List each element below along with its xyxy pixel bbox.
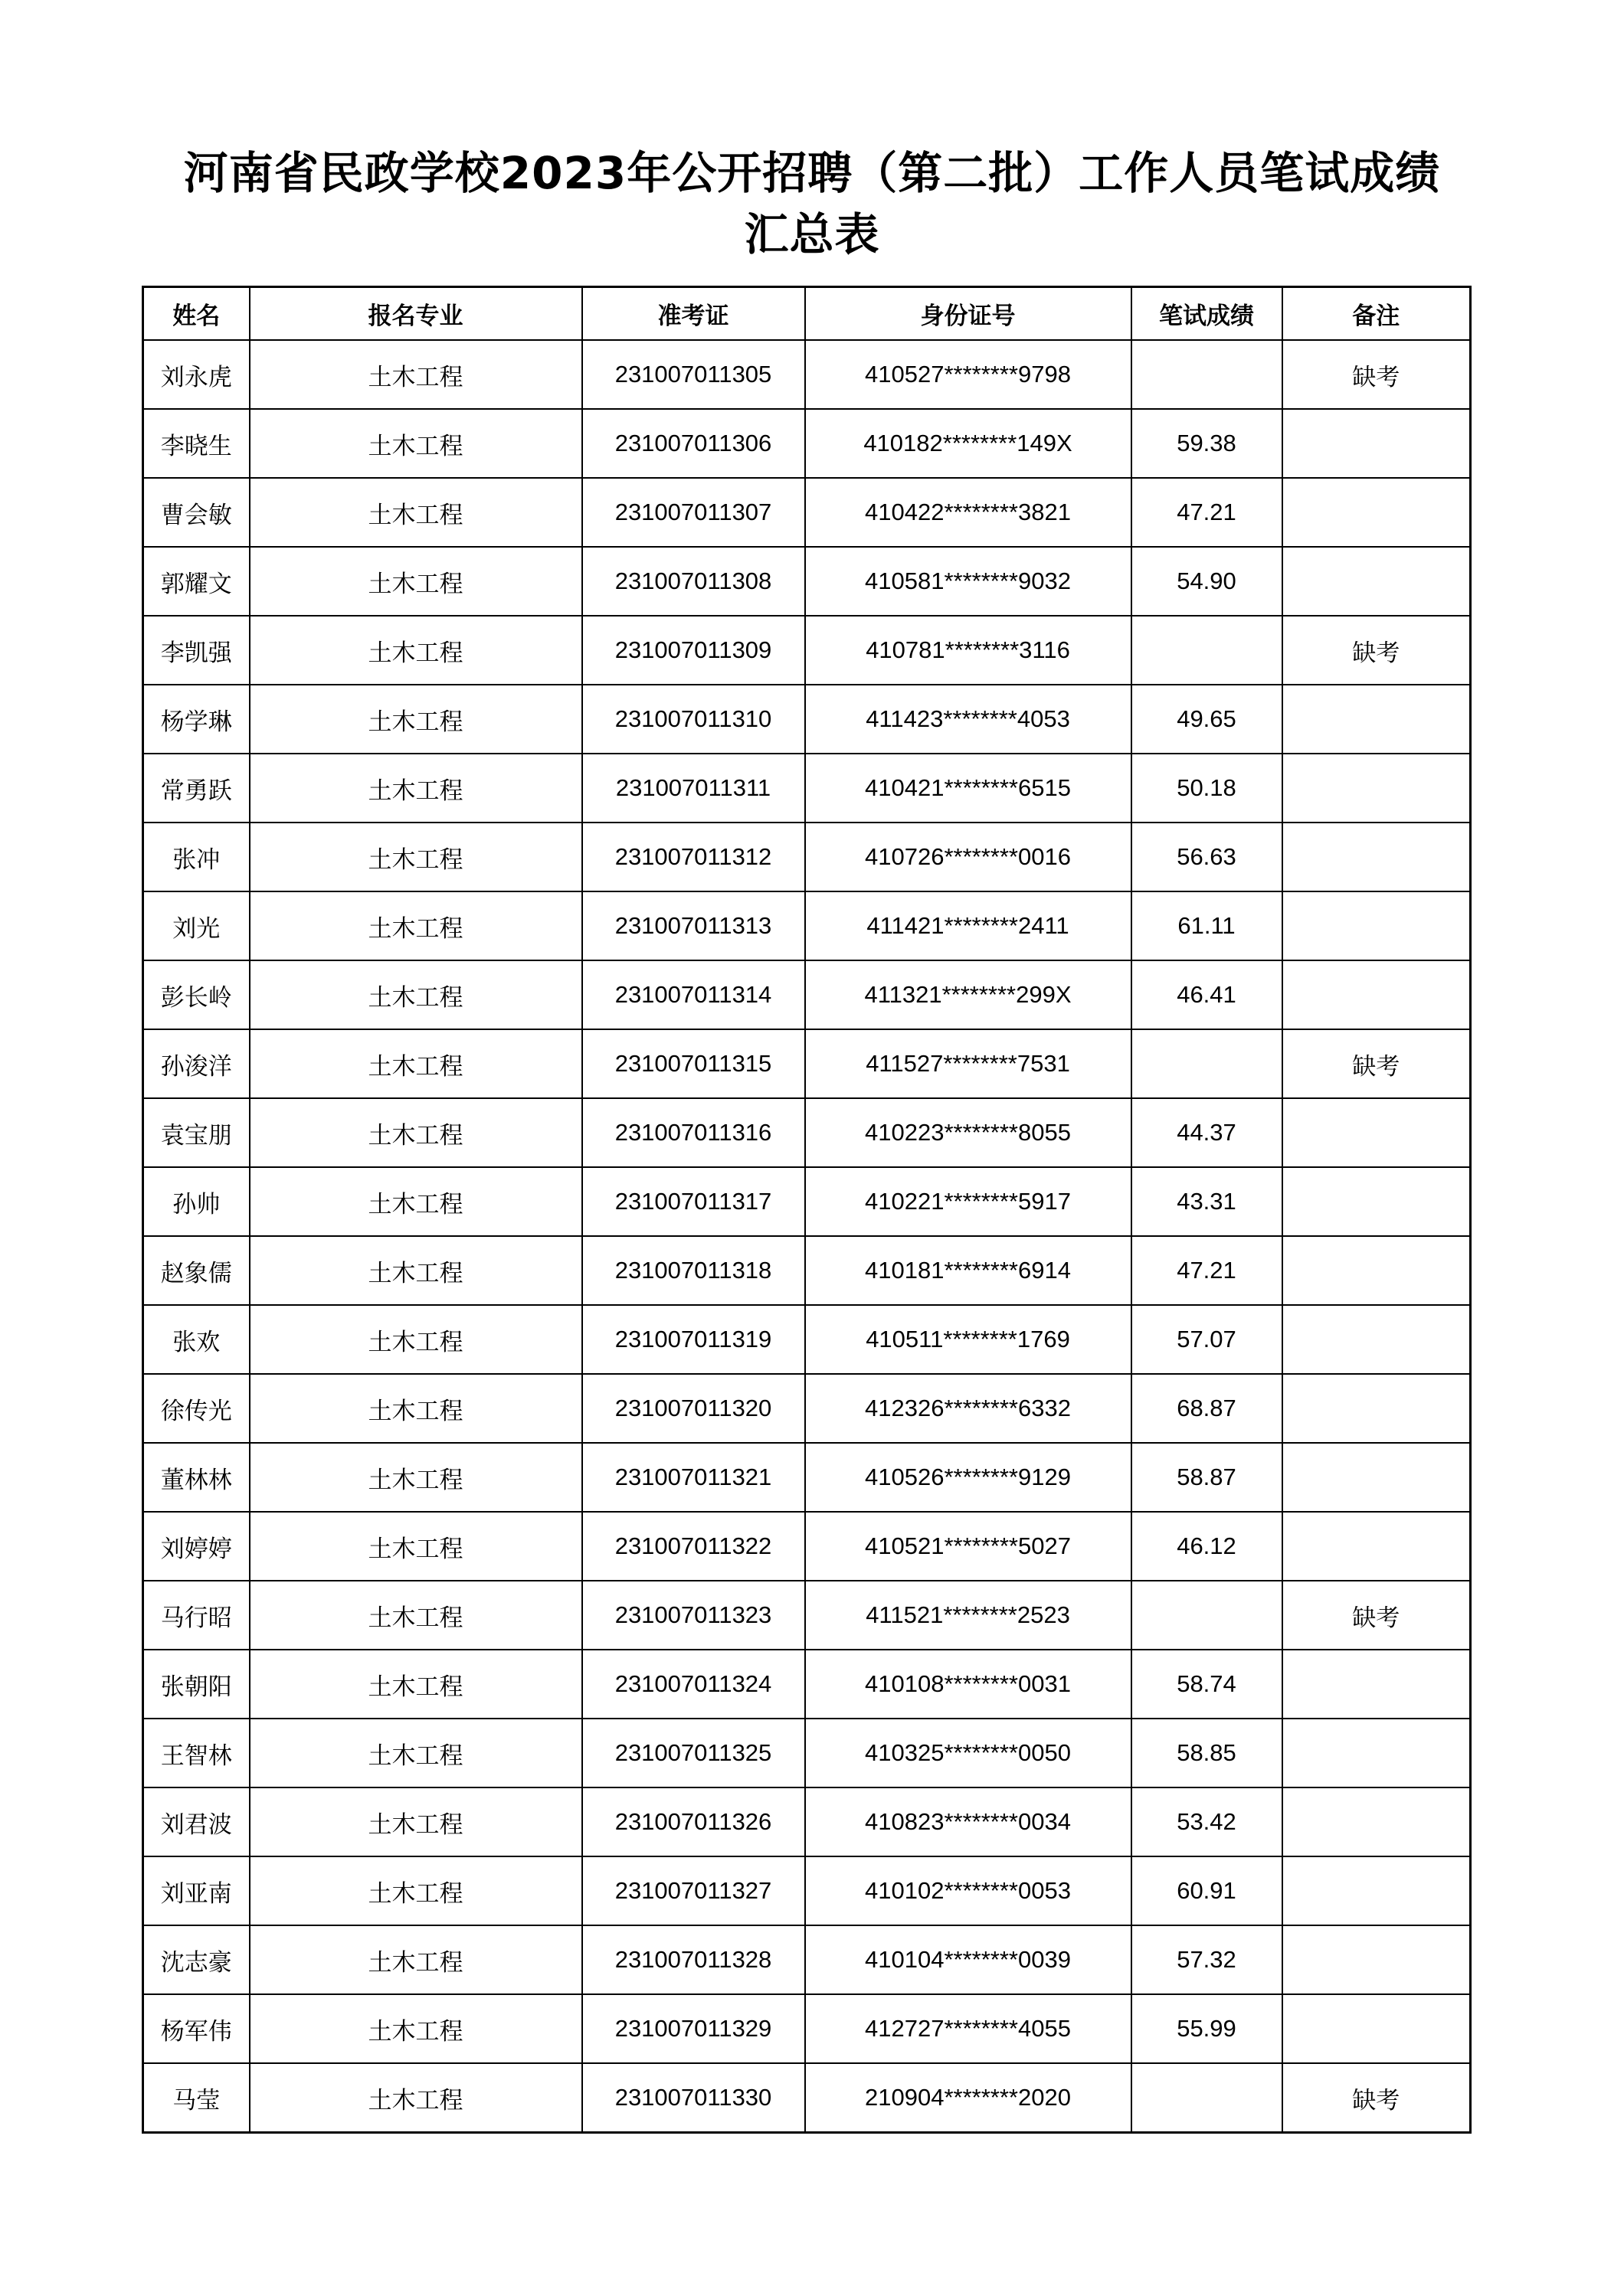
cell-score: 50.18 — [1131, 754, 1282, 823]
cell-note — [1282, 1512, 1471, 1581]
title-line-2: 汇总表 — [744, 208, 880, 260]
cell-name: 沈志豪 — [143, 1925, 250, 1994]
table-row — [143, 685, 1471, 754]
cell-name: 刘婷婷 — [143, 1512, 250, 1581]
cell-ticket: 231007011327 — [582, 1856, 805, 1925]
cell-id-number: 410527********9798 — [805, 340, 1131, 409]
cell-note — [1282, 1374, 1471, 1443]
cell-id-number: 410181********6914 — [805, 1236, 1131, 1305]
header-note: 备注 — [1282, 287, 1471, 341]
cell-name: 徐传光 — [143, 1374, 250, 1443]
header-score: 笔试成绩 — [1131, 287, 1282, 341]
table-row — [143, 1029, 1471, 1098]
header-row — [143, 287, 1471, 341]
table-row — [143, 1374, 1471, 1443]
cell-id-number: 412727********4055 — [805, 1994, 1131, 2063]
cell-id-number: 410511********1769 — [805, 1305, 1131, 1374]
cell-id-number: 410521********5027 — [805, 1512, 1131, 1581]
cell-major: 土木工程 — [250, 1443, 582, 1512]
cell-ticket: 231007011317 — [582, 1167, 805, 1236]
cell-note — [1282, 409, 1471, 478]
cell-score: 60.91 — [1131, 1856, 1282, 1925]
cell-score: 47.21 — [1131, 478, 1282, 547]
table-row — [143, 409, 1471, 478]
table-row — [143, 1167, 1471, 1236]
cell-score — [1131, 616, 1282, 685]
cell-score: 61.11 — [1131, 891, 1282, 960]
cell-score: 56.63 — [1131, 823, 1282, 891]
cell-major: 土木工程 — [250, 478, 582, 547]
cell-score: 57.07 — [1131, 1305, 1282, 1374]
cell-id-number: 412326********6332 — [805, 1374, 1131, 1443]
title-line-1: 河南省民政学校2023年公开招聘（第二批）工作人员笔试成绩 — [183, 147, 1441, 199]
cell-note — [1282, 1719, 1471, 1787]
cell-id-number: 411321********299X — [805, 960, 1131, 1029]
cell-ticket: 231007011307 — [582, 478, 805, 547]
cell-ticket: 231007011314 — [582, 960, 805, 1029]
cell-id-number: 411423********4053 — [805, 685, 1131, 754]
cell-score — [1131, 2063, 1282, 2133]
cell-ticket: 231007011326 — [582, 1787, 805, 1856]
scores-table — [142, 286, 1472, 2134]
cell-name: 郭耀文 — [143, 547, 250, 616]
table-row — [143, 547, 1471, 616]
header-major: 报名专业 — [250, 287, 582, 341]
cell-note — [1282, 547, 1471, 616]
table-row — [143, 478, 1471, 547]
cell-ticket: 231007011315 — [582, 1029, 805, 1098]
table-row — [143, 1650, 1471, 1719]
cell-score: 53.42 — [1131, 1787, 1282, 1856]
cell-major: 土木工程 — [250, 960, 582, 1029]
cell-name: 常勇跃 — [143, 754, 250, 823]
cell-score — [1131, 1029, 1282, 1098]
cell-major: 土木工程 — [250, 1029, 582, 1098]
cell-note: 缺考 — [1282, 340, 1471, 409]
cell-ticket: 231007011324 — [582, 1650, 805, 1719]
cell-score: 49.65 — [1131, 685, 1282, 754]
cell-name: 刘亚南 — [143, 1856, 250, 1925]
cell-name: 刘光 — [143, 891, 250, 960]
cell-name: 杨学琳 — [143, 685, 250, 754]
cell-major: 土木工程 — [250, 1994, 582, 2063]
cell-name: 马行昭 — [143, 1581, 250, 1650]
cell-major: 土木工程 — [250, 1581, 582, 1650]
table-row — [143, 1098, 1471, 1167]
cell-name: 彭长岭 — [143, 960, 250, 1029]
cell-id-number: 410823********0034 — [805, 1787, 1131, 1856]
cell-name: 马莹 — [143, 2063, 250, 2133]
cell-major: 土木工程 — [250, 1719, 582, 1787]
cell-ticket: 231007011321 — [582, 1443, 805, 1512]
cell-major: 土木工程 — [250, 1167, 582, 1236]
cell-id-number: 411521********2523 — [805, 1581, 1131, 1650]
cell-score: 58.85 — [1131, 1719, 1282, 1787]
cell-ticket: 231007011323 — [582, 1581, 805, 1650]
cell-note: 缺考 — [1282, 1581, 1471, 1650]
table-row — [143, 616, 1471, 685]
header-name: 姓名 — [143, 287, 250, 341]
cell-note — [1282, 1098, 1471, 1167]
cell-name: 赵象儒 — [143, 1236, 250, 1305]
table-row — [143, 1925, 1471, 1994]
cell-ticket: 231007011316 — [582, 1098, 805, 1167]
cell-ticket: 231007011325 — [582, 1719, 805, 1787]
table-row — [143, 1787, 1471, 1856]
cell-score: 58.87 — [1131, 1443, 1282, 1512]
table-row — [143, 1581, 1471, 1650]
cell-ticket: 231007011311 — [582, 754, 805, 823]
cell-id-number: 410526********9129 — [805, 1443, 1131, 1512]
cell-major: 土木工程 — [250, 685, 582, 754]
cell-score: 55.99 — [1131, 1994, 1282, 2063]
table-row — [143, 891, 1471, 960]
cell-ticket: 231007011306 — [582, 409, 805, 478]
table-row — [143, 1994, 1471, 2063]
cell-note: 缺考 — [1282, 2063, 1471, 2133]
cell-id-number: 411527********7531 — [805, 1029, 1131, 1098]
cell-major: 土木工程 — [250, 891, 582, 960]
cell-major: 土木工程 — [250, 1098, 582, 1167]
cell-major: 土木工程 — [250, 2063, 582, 2133]
cell-ticket: 231007011330 — [582, 2063, 805, 2133]
cell-name: 杨军伟 — [143, 1994, 250, 2063]
cell-major: 土木工程 — [250, 1787, 582, 1856]
cell-id-number: 411421********2411 — [805, 891, 1131, 960]
cell-score: 44.37 — [1131, 1098, 1282, 1167]
cell-id-number: 410422********3821 — [805, 478, 1131, 547]
table-row — [143, 823, 1471, 891]
table-row — [143, 340, 1471, 409]
cell-major: 土木工程 — [250, 1856, 582, 1925]
cell-ticket: 231007011319 — [582, 1305, 805, 1374]
cell-note — [1282, 1650, 1471, 1719]
table-row — [143, 1856, 1471, 1925]
cell-ticket: 231007011305 — [582, 340, 805, 409]
cell-score: 54.90 — [1131, 547, 1282, 616]
cell-major: 土木工程 — [250, 616, 582, 685]
cell-major: 土木工程 — [250, 1925, 582, 1994]
cell-ticket: 231007011328 — [582, 1925, 805, 1994]
cell-id-number: 410182********149X — [805, 409, 1131, 478]
cell-major: 土木工程 — [250, 1650, 582, 1719]
table-row — [143, 960, 1471, 1029]
cell-name: 董林林 — [143, 1443, 250, 1512]
cell-major: 土木工程 — [250, 1305, 582, 1374]
cell-note — [1282, 1994, 1471, 2063]
cell-ticket: 231007011309 — [582, 616, 805, 685]
cell-note: 缺考 — [1282, 616, 1471, 685]
cell-major: 土木工程 — [250, 409, 582, 478]
cell-ticket: 231007011308 — [582, 547, 805, 616]
cell-ticket: 231007011310 — [582, 685, 805, 754]
cell-note — [1282, 1167, 1471, 1236]
cell-id-number: 410108********0031 — [805, 1650, 1131, 1719]
table-row — [143, 754, 1471, 823]
cell-note — [1282, 1856, 1471, 1925]
cell-ticket: 231007011320 — [582, 1374, 805, 1443]
cell-ticket: 231007011312 — [582, 823, 805, 891]
cell-ticket: 231007011329 — [582, 1994, 805, 2063]
cell-note — [1282, 1925, 1471, 1994]
cell-note — [1282, 891, 1471, 960]
table-row — [143, 1443, 1471, 1512]
cell-score: 46.41 — [1131, 960, 1282, 1029]
cell-ticket: 231007011318 — [582, 1236, 805, 1305]
header-ticket: 准考证 — [582, 287, 805, 341]
table-row — [143, 1236, 1471, 1305]
cell-name: 袁宝朋 — [143, 1098, 250, 1167]
cell-name: 孙浚洋 — [143, 1029, 250, 1098]
cell-score — [1131, 340, 1282, 409]
cell-name: 张朝阳 — [143, 1650, 250, 1719]
cell-major: 土木工程 — [250, 547, 582, 616]
cell-id-number: 410581********9032 — [805, 547, 1131, 616]
cell-note — [1282, 1305, 1471, 1374]
cell-name: 张冲 — [143, 823, 250, 891]
table-row — [143, 1512, 1471, 1581]
cell-name: 曹会敏 — [143, 478, 250, 547]
cell-note — [1282, 960, 1471, 1029]
cell-major: 土木工程 — [250, 823, 582, 891]
cell-id-number: 410102********0053 — [805, 1856, 1131, 1925]
table-row — [143, 1719, 1471, 1787]
cell-ticket: 231007011313 — [582, 891, 805, 960]
cell-score: 68.87 — [1131, 1374, 1282, 1443]
cell-note — [1282, 1236, 1471, 1305]
cell-name: 李晓生 — [143, 409, 250, 478]
cell-note — [1282, 685, 1471, 754]
cell-major: 土木工程 — [250, 340, 582, 409]
cell-note: 缺考 — [1282, 1029, 1471, 1098]
cell-id-number: 410325********0050 — [805, 1719, 1131, 1787]
cell-id-number: 410223********8055 — [805, 1098, 1131, 1167]
cell-score: 59.38 — [1131, 409, 1282, 478]
cell-note — [1282, 754, 1471, 823]
cell-name: 李凯强 — [143, 616, 250, 685]
table-row — [143, 1305, 1471, 1374]
table-header — [143, 287, 1471, 341]
document-title — [115, 142, 1509, 265]
cell-note — [1282, 1443, 1471, 1512]
cell-name: 刘永虎 — [143, 340, 250, 409]
cell-score: 46.12 — [1131, 1512, 1282, 1581]
cell-score: 43.31 — [1131, 1167, 1282, 1236]
cell-score: 58.74 — [1131, 1650, 1282, 1719]
cell-major: 土木工程 — [250, 1236, 582, 1305]
table-row — [143, 2063, 1471, 2133]
cell-id-number: 410421********6515 — [805, 754, 1131, 823]
cell-ticket: 231007011322 — [582, 1512, 805, 1581]
cell-name: 孙帅 — [143, 1167, 250, 1236]
header-id-number: 身份证号 — [805, 287, 1131, 341]
cell-score: 57.32 — [1131, 1925, 1282, 1994]
cell-name: 张欢 — [143, 1305, 250, 1374]
cell-note — [1282, 1787, 1471, 1856]
cell-id-number: 410781********3116 — [805, 616, 1131, 685]
cell-name: 刘君波 — [143, 1787, 250, 1856]
cell-score — [1131, 1581, 1282, 1650]
cell-major: 土木工程 — [250, 754, 582, 823]
cell-major: 土木工程 — [250, 1512, 582, 1581]
cell-id-number: 410104********0039 — [805, 1925, 1131, 1994]
cell-note — [1282, 478, 1471, 547]
cell-note — [1282, 823, 1471, 891]
cell-id-number: 210904********2020 — [805, 2063, 1131, 2133]
cell-id-number: 410221********5917 — [805, 1167, 1131, 1236]
table-body — [143, 340, 1471, 2133]
cell-name: 王智林 — [143, 1719, 250, 1787]
cell-score: 47.21 — [1131, 1236, 1282, 1305]
cell-id-number: 410726********0016 — [805, 823, 1131, 891]
cell-major: 土木工程 — [250, 1374, 582, 1443]
